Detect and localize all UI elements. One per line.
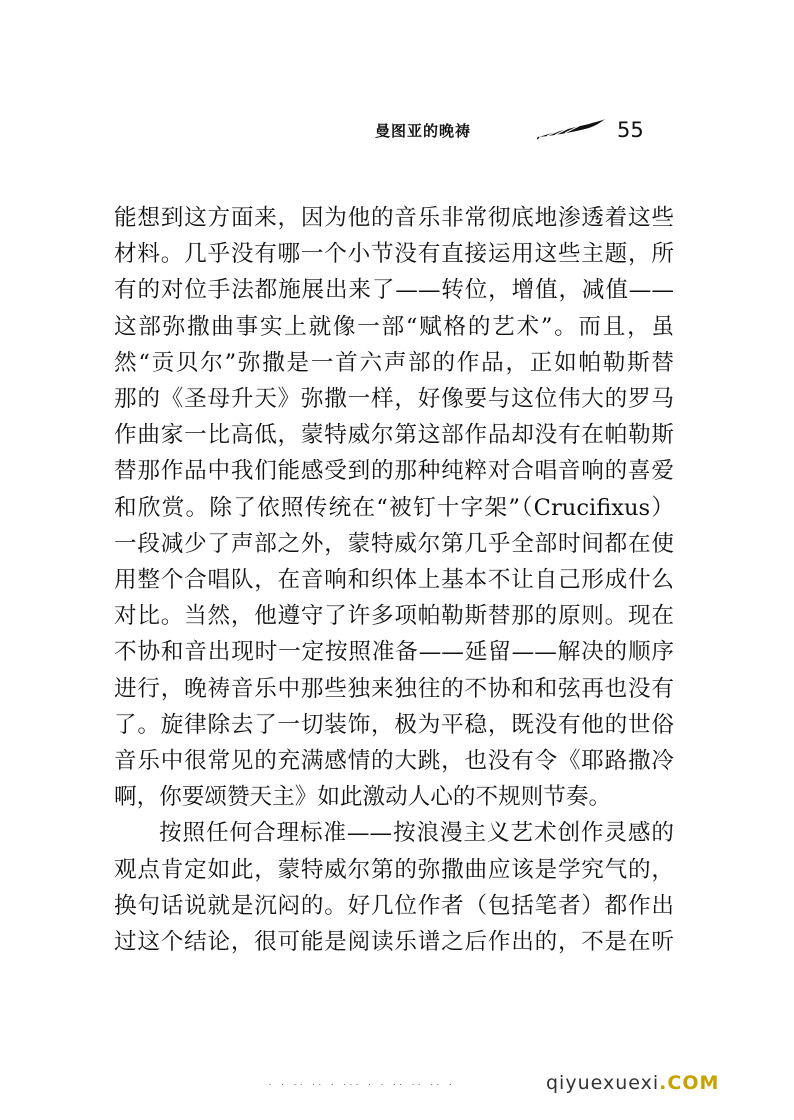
watermark-prefix: qiyuexuexi	[546, 1072, 660, 1094]
text-line: 用整个合唱队，在音响和织体上基本不让自己形成什么	[114, 567, 674, 594]
page-number: 55	[617, 118, 644, 142]
text-line: 啊，你要颂赞天主》如此激动人心的不规则节奏。	[114, 784, 612, 811]
text-line: 音乐中很常见的充满感情的大跳，也没有令《耶路撒冷	[114, 748, 674, 775]
running-title: 曼图亚的晚祷	[375, 122, 472, 140]
text-line: 作曲家一比高低，蒙特威尔第这部作品却没有在帕勒斯	[114, 422, 674, 449]
text-line: 替那作品中我们能感受到的那种纯粹对合唱音响的喜爱	[114, 458, 674, 485]
text-line: 然“贡贝尔”弥撒是一首六声部的作品，正如帕勒斯替	[114, 349, 674, 376]
text-line: 进行，晚祷音乐中那些独来独往的不协和和弦再也没有	[114, 675, 674, 702]
text-line: 了。旋律除去了一切装饰，极为平稳，既没有他的世俗	[114, 711, 674, 738]
body-text	[114, 200, 674, 960]
scan-marks: · · ·· ·· · ··· · · ·· ·· ·· ·	[268, 1081, 455, 1089]
watermark	[546, 1072, 719, 1094]
text-line: 按照任何合理标准——按浪漫主义艺术创作灵感的	[159, 820, 674, 847]
quill-ornament-icon	[537, 118, 607, 140]
text-line: 过这个结论，很可能是阅读乐谱之后作出的，不是在听	[114, 929, 674, 956]
text-line: 这部弥撒曲事实上就像一部“赋格的艺术”。而且，虽	[114, 313, 674, 340]
paragraph	[114, 815, 674, 960]
text-line: 一段减少了声部之外，蒙特威尔第几乎全部时间都在使	[114, 530, 674, 557]
text-line: 材料。几乎没有哪一个小节没有直接运用这些主题，所	[114, 241, 674, 268]
text-line: 观点肯定如此，蒙特威尔第的弥撒曲应该是学究气的，	[114, 856, 674, 883]
paragraph	[114, 200, 674, 815]
text-line: 那的《圣母升天》弥撒一样，好像要与这位伟大的罗马	[114, 386, 674, 413]
text-line: 换句话说就是沉闷的。好几位作者（包括笔者）都作出	[114, 892, 674, 919]
text-line: 能想到这方面来，因为他的音乐非常彻底地渗透着这些	[114, 205, 674, 231]
text-line: 不协和音出现时一定按照准备——延留——解决的顺序	[114, 639, 674, 666]
text-line: 有的对位手法都施展出来了——转位，增值，减值——	[114, 277, 674, 304]
page-header	[375, 118, 675, 148]
text-line: 对比。当然，他遵守了许多项帕勒斯替那的原则。现在	[114, 603, 674, 630]
text-line: 和欣赏。除了依照传统在“被钉十字架”（Crucifixus）	[114, 494, 674, 521]
watermark-suffix: .COM	[659, 1072, 720, 1094]
